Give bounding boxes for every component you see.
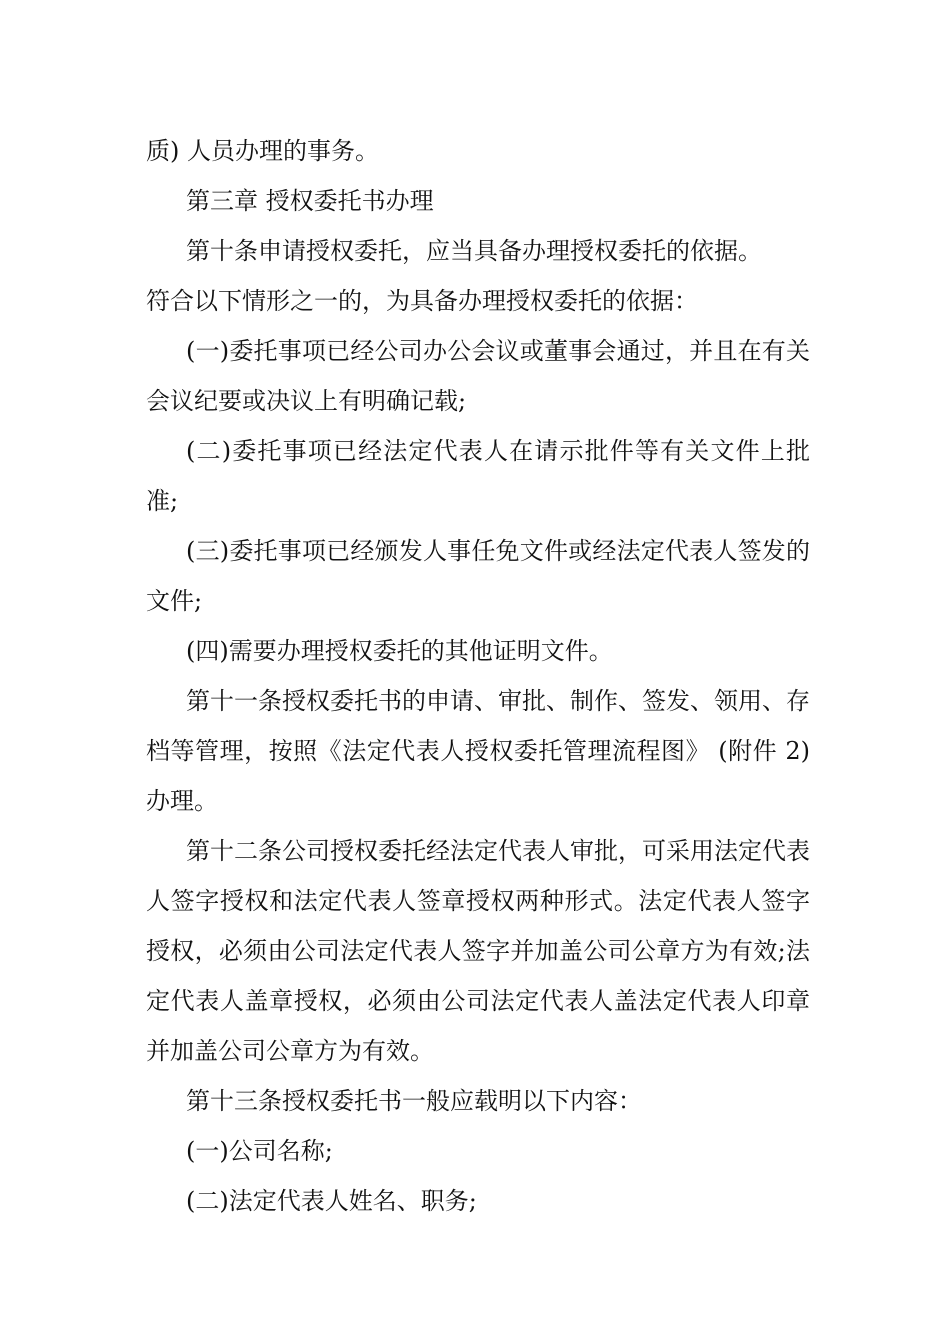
article-10-paragraph: 第十条申请授权委托，应当具备办理授权委托的依据。 [186, 237, 762, 265]
paragraph-continuation: 质) 人员办理的事务。 [146, 137, 379, 165]
content-item-1: (一)公司名称; [186, 1137, 333, 1165]
article-12-paragraph: 第十二条公司授权委托经法定代表人审批，可采用法定代表人签字授权和法定代表人签章授权两种形式。法定代表人签字授权，必须由公司法定代表人签字并加盖公司公章方为有效;法定代表人盖章授权，必须由公司法定代表人盖法定代表人印章并加盖公司公章方为有效。 [146, 837, 810, 1065]
chapter-heading: 第三章 授权委托书办理 [186, 187, 434, 215]
article-11-paragraph: 第十一条授权委托书的申请、审批、制作、签发、领用、存档等管理，按照《法定代表人授权委托管理流程图》 (附件 2)办理。 [146, 687, 810, 815]
condition-item-2: (二)委托事项已经法定代表人在请示批件等有关文件上批准; [146, 437, 810, 515]
condition-item-3: (三)委托事项已经颁发人事任免文件或经法定代表人签发的文件; [146, 537, 810, 615]
content-item-2: (二)法定代表人姓名、职务; [186, 1187, 477, 1215]
condition-item-1: (一)委托事项已经公司办公会议或董事会通过，并且在有关会议纪要或决议上有明确记载; [146, 337, 810, 415]
article-10-conditions-intro: 符合以下情形之一的，为具备办理授权委托的依据： [146, 287, 698, 315]
document-body [146, 126, 810, 1226]
article-13-paragraph: 第十三条授权委托书一般应载明以下内容： [186, 1087, 642, 1115]
condition-item-4: (四)需要办理授权委托的其他证明文件。 [186, 637, 613, 665]
